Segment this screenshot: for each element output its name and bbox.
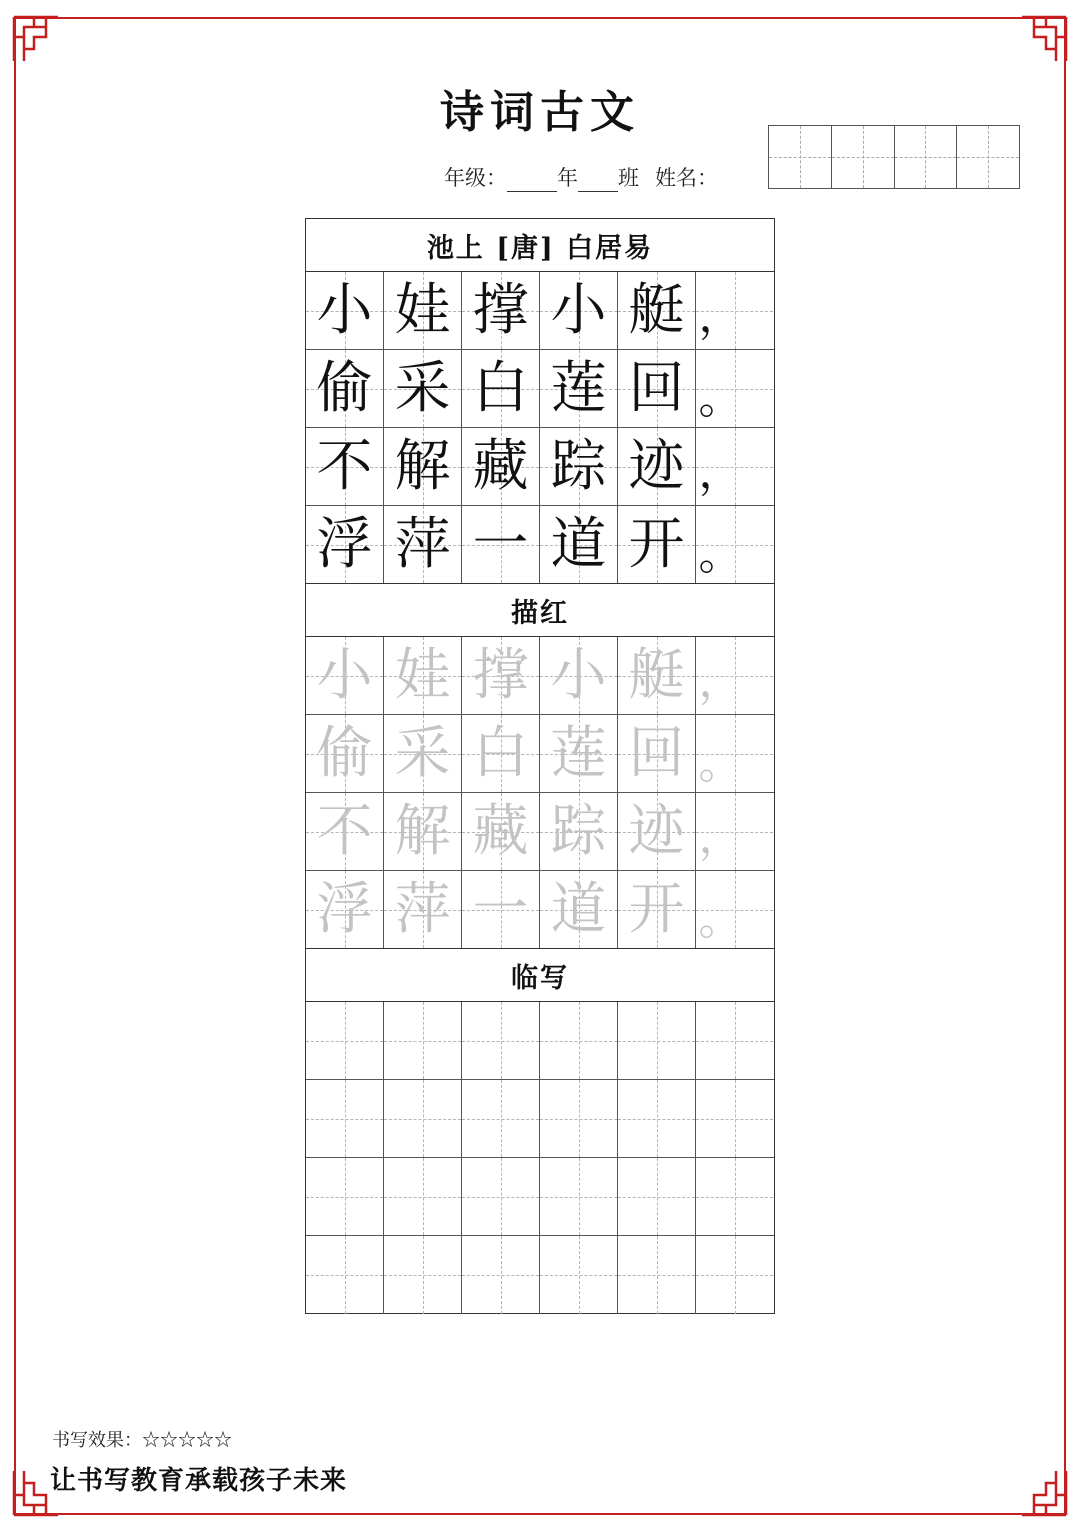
grid-cell [696,272,773,349]
grid-cell [618,350,696,427]
grid-row [306,350,774,428]
grid-cell[interactable] [618,871,696,948]
grid-cell[interactable] [540,871,618,948]
empty-practice-cell[interactable] [696,1080,773,1157]
class-suffix: 班 [618,166,639,190]
poem-character: 藏 [472,798,529,864]
page-title: 诗词古文 [440,87,640,138]
empty-practice-cell[interactable] [696,1002,773,1079]
empty-practice-cell[interactable] [306,1080,384,1157]
grid-cell [618,272,696,349]
poem-character: 莲 [550,720,607,786]
poem-character: 偷 [316,720,373,786]
empty-practice-cell[interactable] [306,1158,384,1235]
empty-practice-cell[interactable] [384,1002,462,1079]
grid-cell [696,428,773,505]
poem-header: 池上 [唐] 白居易 [306,219,774,272]
poem-character: 迹 [628,433,685,499]
grid-cell [306,506,384,583]
grid-cell [540,506,618,583]
poem-character: 小 [550,642,607,708]
grid-row [306,506,774,584]
poem-character: 藏 [472,433,529,499]
poem-character: 一 [472,876,529,942]
poem-character: 萍 [394,511,451,577]
grid-row [306,715,774,793]
name-box[interactable] [832,126,895,188]
empty-practice-cell[interactable] [540,1080,618,1157]
poem-character: 莲 [550,355,607,421]
empty-practice-cell[interactable] [462,1002,540,1079]
grid-cell[interactable] [384,793,462,870]
punctuation-mark: 。 [698,738,743,789]
empty-practice-cell[interactable] [540,1236,618,1314]
copy-practice-section [306,1002,774,1314]
poem-character: 白 [472,720,529,786]
empty-practice-cell[interactable] [384,1236,462,1314]
grid-cell[interactable] [462,793,540,870]
grid-cell[interactable] [540,715,618,792]
empty-practice-cell[interactable] [306,1236,384,1314]
grid-row [306,272,774,350]
grid-cell [462,506,540,583]
class-blank[interactable] [578,169,618,192]
poem-character: 开 [628,876,685,942]
empty-practice-cell[interactable] [462,1158,540,1235]
poem-character: 回 [628,720,685,786]
empty-practice-cell[interactable] [540,1158,618,1235]
poem-character: 解 [394,433,451,499]
trace-section [306,637,774,949]
poem-character: 娃 [394,642,451,708]
grid-cell[interactable] [540,793,618,870]
grid-row [306,1002,774,1080]
punctuation-mark: ， [698,656,743,707]
grid-cell [306,272,384,349]
grid-cell [462,350,540,427]
poem-character: 撑 [472,642,529,708]
grid-cell [462,272,540,349]
grid-cell[interactable] [306,793,384,870]
grid-cell [540,350,618,427]
empty-practice-cell[interactable] [618,1080,696,1157]
name-label: 姓名： [655,166,718,190]
empty-practice-cell[interactable] [540,1002,618,1079]
poem-character: 艇 [628,277,685,343]
rating-stars[interactable]: ☆☆☆☆☆ [142,1430,232,1451]
poem-character: 小 [316,642,373,708]
punctuation-mark: 。 [698,529,743,580]
grid-cell [618,506,696,583]
name-box[interactable] [957,126,1019,188]
grade-label: 年级： [444,166,507,190]
grid-cell[interactable] [306,871,384,948]
grid-cell [384,272,462,349]
empty-practice-cell[interactable] [384,1080,462,1157]
poem-character: 采 [394,355,451,421]
grid-row [306,1236,774,1314]
punctuation-mark: ， [698,812,743,863]
poem-character: 白 [472,355,529,421]
poem-character: 浮 [316,876,373,942]
empty-practice-cell[interactable] [696,1236,773,1314]
grid-cell [384,506,462,583]
corner-ornament-top-left [12,15,60,63]
student-info-line [444,162,718,192]
grid-cell [384,350,462,427]
poem-character: 道 [550,876,607,942]
grid-cell [462,428,540,505]
grid-row [306,1158,774,1236]
empty-practice-cell[interactable] [618,1236,696,1314]
corner-ornament-top-right [1020,15,1068,63]
practice-sheet [305,218,775,1314]
copy-section-label: 临写 [306,949,774,1002]
grid-cell[interactable] [306,637,384,714]
trace-section-label: 描红 [306,584,774,637]
grid-cell[interactable] [696,637,773,714]
grid-cell[interactable] [618,715,696,792]
grid-cell [540,272,618,349]
poem-character: 解 [394,798,451,864]
grid-cell [540,428,618,505]
grid-cell[interactable] [696,715,773,792]
year-suffix: 年 [557,166,578,190]
name-box[interactable] [769,126,832,188]
poem-display-section [306,272,774,584]
grid-cell[interactable] [384,715,462,792]
grid-cell [618,428,696,505]
punctuation-mark: 。 [698,373,743,424]
poem-character: 小 [550,277,607,343]
footer-slogan: 让书写教育承载孩子未来 [50,1466,348,1496]
grid-cell [696,506,773,583]
grid-row [306,637,774,715]
empty-practice-cell[interactable] [462,1080,540,1157]
poem-character: 踪 [550,798,607,864]
poem-character: 开 [628,511,685,577]
poem-character: 采 [394,720,451,786]
grid-cell[interactable] [462,715,540,792]
grid-cell[interactable] [462,637,540,714]
name-writing-boxes[interactable] [768,125,1020,189]
poem-character: 艇 [628,642,685,708]
empty-practice-cell[interactable] [384,1158,462,1235]
grid-row [306,428,774,506]
poem-character: 不 [316,433,373,499]
grid-cell[interactable] [540,637,618,714]
poem-character: 踪 [550,433,607,499]
poem-character: 娃 [394,277,451,343]
poem-character: 回 [628,355,685,421]
grid-cell [384,428,462,505]
corner-ornament-bottom-right [1020,1469,1068,1517]
grid-cell[interactable] [384,871,462,948]
grid-cell[interactable] [306,715,384,792]
punctuation-mark: ， [698,447,743,498]
grade-year-blank[interactable] [507,169,557,192]
grid-cell[interactable] [384,637,462,714]
grid-cell[interactable] [618,637,696,714]
empty-practice-cell[interactable] [306,1002,384,1079]
poem-character: 小 [316,277,373,343]
empty-practice-cell[interactable] [618,1002,696,1079]
grid-row [306,871,774,949]
poem-character: 浮 [316,511,373,577]
poem-character: 萍 [394,876,451,942]
poem-character: 迹 [628,798,685,864]
grid-cell [306,350,384,427]
grid-cell[interactable] [696,793,773,870]
poem-character: 撑 [472,277,529,343]
grid-row [306,793,774,871]
grid-row [306,1080,774,1158]
grid-cell[interactable] [618,793,696,870]
punctuation-mark: 。 [698,894,743,945]
grid-cell [306,428,384,505]
grid-cell [696,350,773,427]
poem-character: 不 [316,798,373,864]
poem-character: 偷 [316,355,373,421]
empty-practice-cell[interactable] [462,1236,540,1314]
grid-cell[interactable] [462,871,540,948]
punctuation-mark: ， [698,291,743,342]
poem-character: 一 [472,511,529,577]
writing-rating [52,1426,232,1452]
empty-practice-cell[interactable] [618,1158,696,1235]
name-box[interactable] [895,126,958,188]
poem-character: 道 [550,511,607,577]
grid-cell[interactable] [696,871,773,948]
empty-practice-cell[interactable] [696,1158,773,1235]
rating-label: 书写效果： [52,1430,142,1451]
